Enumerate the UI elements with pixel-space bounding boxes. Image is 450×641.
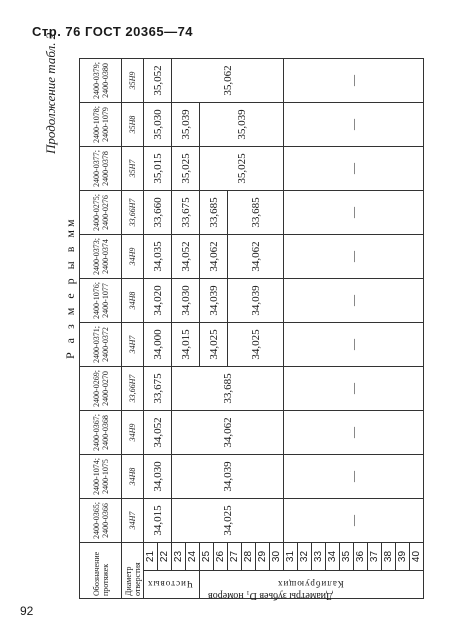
table-cell: 34,020 xyxy=(144,279,172,323)
table-cell: 34,039 xyxy=(200,279,228,323)
designation-row xyxy=(80,59,122,599)
table-row xyxy=(172,59,186,599)
col-tolerance: 35H9 xyxy=(122,59,144,103)
table-cell: 34,052 xyxy=(172,235,200,279)
continuation-label: Продолжение табл. 2 xyxy=(43,32,58,154)
row-number: 36 xyxy=(354,543,368,571)
cell-value: 34,039 xyxy=(221,461,234,492)
side-label: Диаметры зубьев D₁ номеров xyxy=(208,590,333,601)
row-number: 30 xyxy=(270,543,284,571)
dash-cell: — xyxy=(284,147,424,191)
rotated-table-sheet xyxy=(43,32,422,601)
col-tolerance: 35H8 xyxy=(122,103,144,147)
row-number: 31 xyxy=(284,543,298,571)
table-cell: 34,025 xyxy=(200,323,228,367)
row-number: 23 xyxy=(172,543,186,571)
row-number: 33 xyxy=(312,543,326,571)
table-cell: 34,025 xyxy=(228,323,284,367)
col-designation: 2400-0365; 2400-0366 xyxy=(80,499,122,543)
table-cell: 35,030 xyxy=(144,103,172,147)
dash-cell: — xyxy=(284,411,424,455)
table-cell xyxy=(172,499,284,543)
row-number: 32 xyxy=(298,543,312,571)
row-number: 38 xyxy=(382,543,396,571)
page-number: 92 xyxy=(20,604,34,618)
table-cell xyxy=(172,59,284,103)
col-tolerance: 33,66H7 xyxy=(122,191,144,235)
cell-value: 34,062 xyxy=(221,417,234,448)
col-designation: 2400-0377; 2400-0378 xyxy=(80,147,122,191)
dash-cell: — xyxy=(284,191,424,235)
table-cell: 34,000 xyxy=(144,323,172,367)
table-cell xyxy=(172,411,284,455)
col-designation: 2400-1078; 2400-1079 xyxy=(80,103,122,147)
hole-diameter-header: Диаметр отверстия xyxy=(122,543,144,599)
table-row xyxy=(284,59,298,599)
col-tolerance: 34H9 xyxy=(122,411,144,455)
sizes-caption: Р а з м е р ы в мм xyxy=(63,216,77,359)
table-cell: 34,030 xyxy=(144,455,172,499)
designation-header: Обозначение протяжек xyxy=(80,543,122,599)
table-cell: 35,015 xyxy=(144,147,172,191)
dash-cell: — xyxy=(284,499,424,543)
table-cell: 34,030 xyxy=(172,279,200,323)
col-designation: 2400-0269; 2400-0270 xyxy=(80,367,122,411)
row-number: 25 xyxy=(200,543,214,571)
row-number: 26 xyxy=(214,543,228,571)
row-number: 39 xyxy=(396,543,410,571)
table-cell: 33,675 xyxy=(144,367,172,411)
col-designation: 2400-0373; 2400-0374 xyxy=(80,235,122,279)
dash-cell: — xyxy=(284,59,424,103)
cell-value: 34,025 xyxy=(221,505,234,536)
group-finishing xyxy=(144,571,200,599)
row-number: 29 xyxy=(256,543,270,571)
col-tolerance: 34H7 xyxy=(122,499,144,543)
table-cell: 33,685 xyxy=(228,191,284,235)
row-number: 27 xyxy=(228,543,242,571)
row-number: 22 xyxy=(158,543,172,571)
col-designation: 2400-0367; 2400-0368 xyxy=(80,411,122,455)
table-cell: 34,035 xyxy=(144,235,172,279)
col-tolerance: 34H7 xyxy=(122,323,144,367)
row-number: 28 xyxy=(242,543,256,571)
col-designation: 2400-0379; 2400-0380 xyxy=(80,59,122,103)
broach-table xyxy=(79,58,424,599)
dash-cell: — xyxy=(284,279,424,323)
col-tolerance: 34H8 xyxy=(122,279,144,323)
row-number: 40 xyxy=(410,543,424,571)
table-cell: 33,660 xyxy=(144,191,172,235)
table-cell: 33,675 xyxy=(172,191,200,235)
group-finishing-label: Чистовых xyxy=(147,579,193,590)
cell-value: 35,062 xyxy=(221,65,234,96)
dash-cell: — xyxy=(284,323,424,367)
table-cell: 35,039 xyxy=(200,103,284,147)
table-cell xyxy=(172,455,284,499)
row-number: 24 xyxy=(186,543,200,571)
dash-cell: — xyxy=(284,455,424,499)
row-number: 34 xyxy=(326,543,340,571)
row-number: 37 xyxy=(368,543,382,571)
table-cell: 34,062 xyxy=(200,235,228,279)
table-row xyxy=(144,59,158,599)
table-cell: 34,062 xyxy=(228,235,284,279)
col-designation: 2400-1076; 2400-1077 xyxy=(80,279,122,323)
dash-cell: — xyxy=(284,103,424,147)
col-tolerance: 33,66H7 xyxy=(122,367,144,411)
col-designation: 2400-0371; 2400-0372 xyxy=(80,323,122,367)
tolerance-row xyxy=(122,59,144,599)
table-cell: 34,052 xyxy=(144,411,172,455)
table-cell: 35,025 xyxy=(172,147,200,191)
page-header: Стр. 76 ГОСТ 20365—74 xyxy=(32,24,194,39)
row-number: 35 xyxy=(340,543,354,571)
table-cell: 35,025 xyxy=(200,147,284,191)
group-calibrating-label: Калибрующих xyxy=(276,579,344,590)
table-cell: 34,015 xyxy=(144,499,172,543)
table-cell: 35,052 xyxy=(144,59,172,103)
cell-value: 33,685 xyxy=(221,373,234,404)
col-designation: 2400-0275; 2400-0276 xyxy=(80,191,122,235)
col-tolerance: 34H9 xyxy=(122,235,144,279)
col-tolerance: 35H7 xyxy=(122,147,144,191)
table-cell xyxy=(172,367,284,411)
table-cell: 34,039 xyxy=(228,279,284,323)
col-designation: 2400-1074; 2400-1075 xyxy=(80,455,122,499)
table-cell: 33,685 xyxy=(200,191,228,235)
table-cell: 34,015 xyxy=(172,323,200,367)
row-number: 21 xyxy=(144,543,158,571)
col-tolerance: 34H8 xyxy=(122,455,144,499)
dash-cell: — xyxy=(284,367,424,411)
dash-cell: — xyxy=(284,235,424,279)
table-cell: 35,039 xyxy=(172,103,200,147)
